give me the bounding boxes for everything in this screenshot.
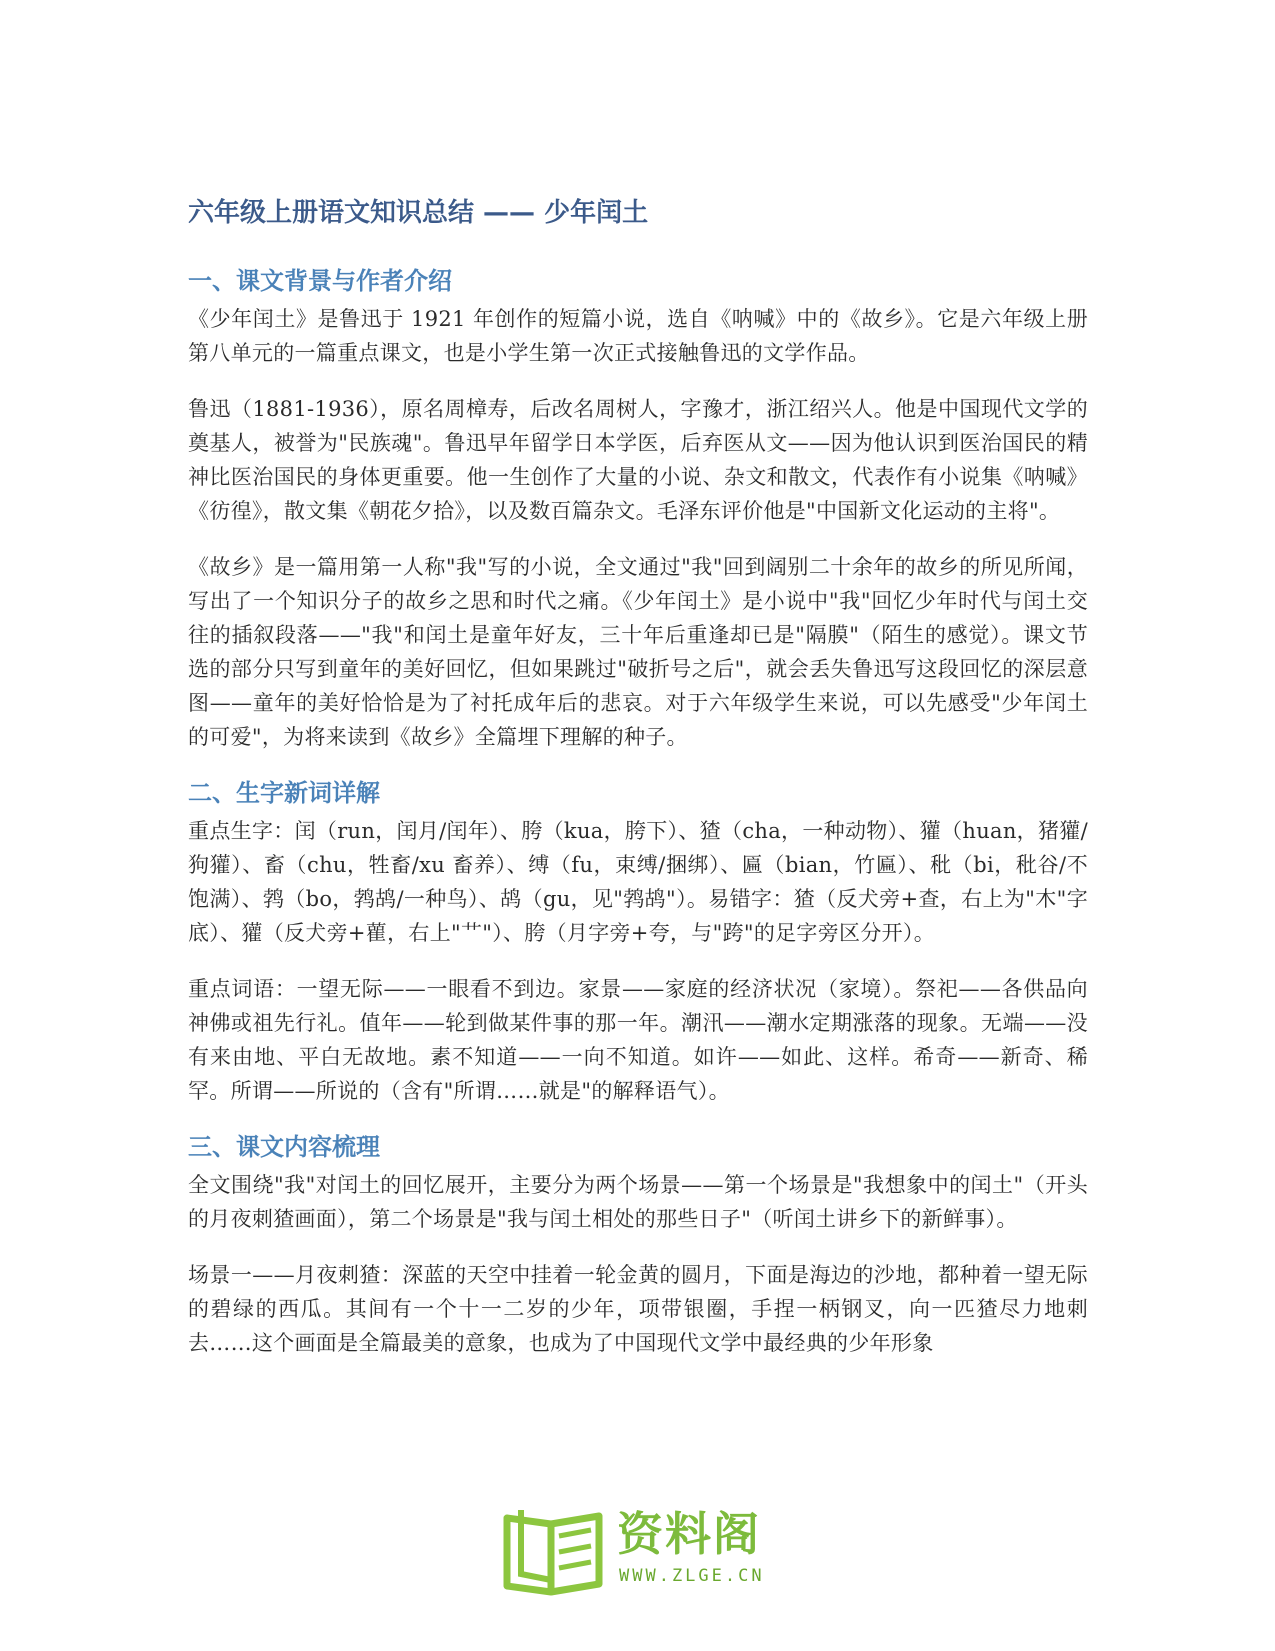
section-vocabulary: [188, 776, 1088, 1108]
section-heading: 三、课文内容梳理: [188, 1133, 380, 1161]
section-background: [188, 264, 1088, 754]
document-content: [188, 196, 1088, 1382]
logo-name: 资料阁: [617, 1507, 761, 1561]
logo-url: WWW.ZLGE.CN: [619, 1566, 765, 1586]
section-heading: 一、课文背景与作者介绍: [188, 267, 452, 295]
paragraph: 鲁迅（1881-1936），原名周樟寿，后改名周树人，字豫才，浙江绍兴人。他是中国现代文学的奠基人，被誉为"民族魂"。鲁迅早年留学日本学医，后弃医从文——因为他认识到医治国民的精神比医治国民的身体更重要。他一生创作了大量的小说、杂文和散文，代表作有小说集《呐喊》《彷徨》，散文集《朝花夕拾》，以及数百篇杂文。毛泽东评价他是"中国新文化运动的主将"。: [188, 397, 1088, 523]
section-content-outline: [188, 1130, 1088, 1360]
paragraph: 《少年闰土》是鲁迅于 1921 年创作的短篇小说，选自《呐喊》中的《故乡》。它是六年级上册第八单元的一篇重点课文，也是小学生第一次正式接触鲁迅的文学作品。: [188, 307, 1088, 365]
section-heading: 二、生字新词详解: [188, 779, 380, 807]
site-logo: [497, 1500, 787, 1600]
document-title: 六年级上册语文知识总结 —— 少年闰土: [188, 198, 649, 228]
open-book-icon: [497, 1500, 609, 1596]
paragraph: 重点词语：一望无际——一眼看不到边。家景——家庭的经济状况（家境）。祭祀——各供品向神佛或祖先行礼。值年——轮到做某件事的那一年。潮汛——潮水定期涨落的现象。无端——没有来由地、平白无故地。素不知道——一向不知道。如许——如此、这样。希奇——新奇、稀罕。所谓——所说的（含有"所谓……就是"的解释语气）。: [188, 977, 1088, 1103]
paragraph: 场景一——月夜刺猹：深蓝的天空中挂着一轮金黄的圆月，下面是海边的沙地，都种着一望无际的碧绿的西瓜。其间有一个十一二岁的少年，项带银圈，手捏一柄钢叉，向一匹猹尽力地刺去……这个画面是全篇最美的意象，也成为了中国现代文学中最经典的少年形象: [188, 1263, 1088, 1355]
paragraph: 《故乡》是一篇用第一人称"我"写的小说，全文通过"我"回到阔别二十余年的故乡的所见所闻，写出了一个知识分子的故乡之思和时代之痛。《少年闰土》是小说中"我"回忆少年时代与闰土交往的插叙段落——"我"和闰土是童年好友，三十年后重逢却已是"隔膜"（陌生的感觉）。课文节选的部分只写到童年的美好回忆，但如果跳过"破折号之后"，就会丢失鲁迅写这段回忆的深层意图——童年的美好恰恰是为了衬托成年后的悲哀。对于六年级学生来说，可以先感受"少年闰土的可爱"，为将来读到《故乡》全篇埋下理解的种子。: [188, 555, 1088, 749]
paragraph: 全文围绕"我"对闰土的回忆展开，主要分为两个场景——第一个场景是"我想象中的闰土"（开头的月夜刺猹画面），第二个场景是"我与闰土相处的那些日子"（听闰土讲乡下的新鲜事）。: [188, 1173, 1088, 1231]
paragraph: 重点生字：闰（run，闰月/闰年）、胯（kua，胯下）、猹（cha，一种动物）、獾（huan，猪獾/狗獾）、畜（chu，牲畜/xu 畜养）、缚（fu，束缚/捆绑）、匾（bian，竹匾）、秕（bi，秕谷/不饱满）、鹁（bo，鹁鸪/一种鸟）、鸪（gu，见"鹁鸪"）。易错字：猹（反犬旁+查，右上为"木"字底）、獾（反犬旁+雚，右上"艹"）、胯（月字旁+夸，与"跨"的足字旁区分开）。: [188, 819, 1088, 945]
